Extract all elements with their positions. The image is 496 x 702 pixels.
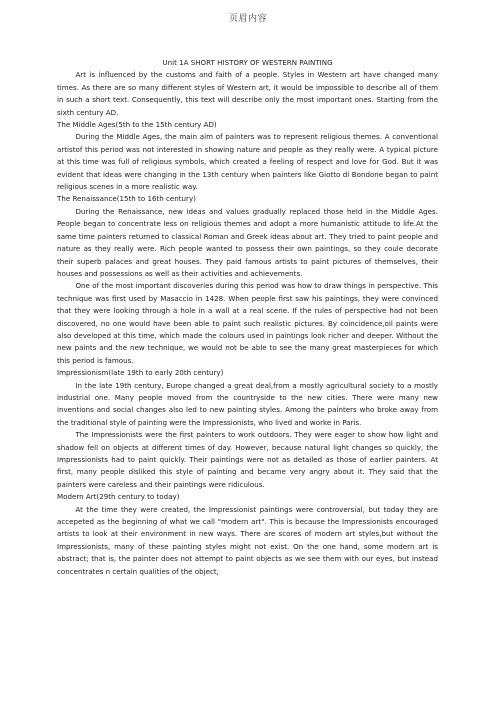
impressionism-paragraph-1: In the late 19th century, Europe changed a great deal,from a mostly agricultural society to a mostly industrial one. Many people moved from the countryside to the new cities. There were many new inventions and social changes also led to new painting styles. Among the painters who broke away from the traditional style of painting were the Impressionists, who lived and worke in Paris. <box>57 380 438 427</box>
middle-ages-paragraph: During the Middle Ages, the main aim of painters was to represent religious themes. A conventional artistof this period was not interested in showing nature and people as they really were. A typical picture at this time was full of religious symbols, which created a feeling of respect and love for God. But it was evident that ideas were changing in the 13th century when painters like Giotto di Bondone began to paint religious scenes in a more realistic way. <box>57 132 438 192</box>
renaissance-paragraph-2: One of the most important discoveries during this period was how to draw things in perspective. This technique was first used by Masaccio in 1428. When people first saw his paintings, they were convinced that they were looking through a hole in a wall at a real scene. If the rules of perspective had not been discovered, no one would have been able to paint such realistic pictures. By coincidence,oil paints were also developed at this time, which made the colours used in paintings look richer and deeper. Without the new paints and the new technique, we would not be able to see the many great masterpieces for which this period is famous. <box>57 281 438 365</box>
document-title: Unit 1A SHORT HISTORY OF WESTERN PAINTING <box>162 58 333 67</box>
page-header: 页眉内容 <box>228 14 267 24</box>
modern-art-paragraph: At the time they were created, the Impressionist paintings were controversial, but today they are accepeted as the beginning of what we call "modern art". This is because the Impressionists encouraged artists to look at their environment in new ways. There are scores of modern art styles,but without the Impressionists, many of these painting styles might not exist. On the one hand, some modern art is abstract; that is, the painter does not attempt to paint objects as we see them with our eyes, but instead concentrates n certain qualities of the object, <box>57 504 438 576</box>
section-heading-modern-art: Modern Art(29th century to today) <box>57 492 180 502</box>
section-heading-renaissance: The Renaissance(15th to 16th century) <box>57 194 196 204</box>
intro-paragraph: Art is influenced by the customs and faith of a people. Styles in Western art have changed many times. As there are so many different styles of Western art, it would be impossible to describe all of them in such a short text. Consequently, this text will describe only the most important ones. Starting from the sixth century AD. <box>57 70 438 117</box>
section-heading-impressionism: Impressionism(late 19th to early 20th century) <box>57 368 224 378</box>
section-heading-middle-ages: The Middle Ages(5th to the 15th century AD) <box>57 120 217 130</box>
renaissance-paragraph-1: During the Renaissance, new ideas and values gradually replaced those held in the Middle Ages. People began to concentrate less on religious themes and adopt a more humanistic attitude to life.At the same time painters returned to classical Roman and Greek ideas about art. They tried to paint people and nature as they really were. Rich people wanted to possess their own paintings, so they coule decorate their superb palaces and great houses. They paid famous artists to paint pictures of themselves, their houses and possessions as well as their activities and achievements. <box>57 206 438 278</box>
document-body <box>57 57 438 578</box>
impressionism-paragraph-2: The Impressionists were the first painters to work outdoors. They were eager to show how light and shadow fell on objects at different times of day. However, because natural light changes so quickly, the Impressionists had to paint quickly. Their paintings were not as detailed as those of earlier painters. At first, many people disliked this style of painting and became very angry about it. They said that the painters were careless and their paintings were ridiculous. <box>57 430 438 489</box>
